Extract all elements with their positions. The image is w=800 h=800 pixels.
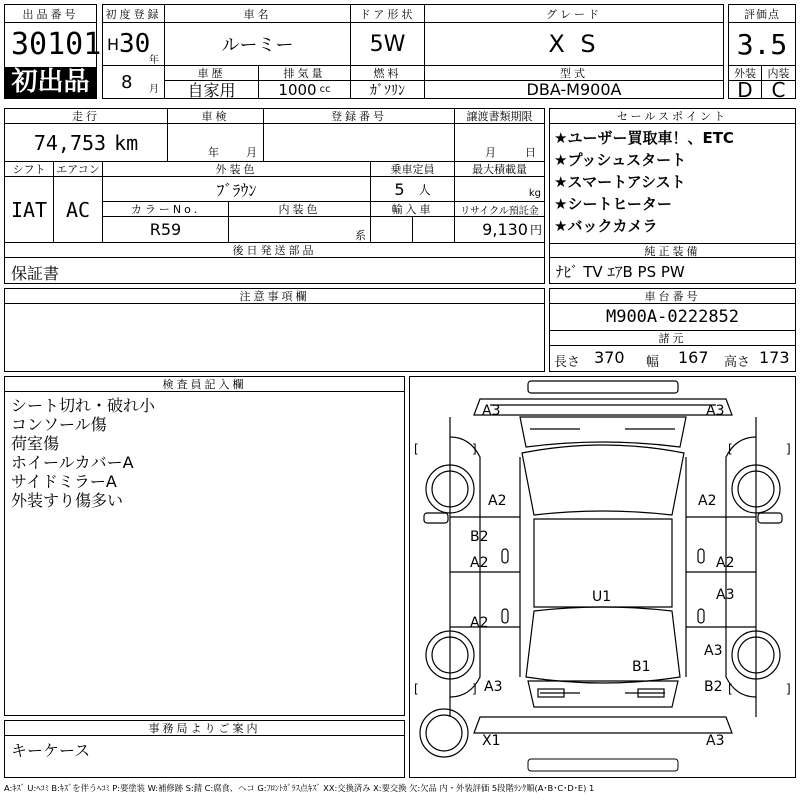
recycle-unit: 円 (529, 223, 542, 237)
reg-no-label: 登録番号 (264, 109, 455, 124)
inspector-notes (11, 396, 155, 510)
color-no: R59 (103, 217, 229, 243)
equipment-label: 純正装備 (550, 243, 795, 258)
height: 173 (759, 348, 790, 367)
later-shipping-label: 後日発送部品 (5, 243, 544, 258)
inspector-note: 外装すり傷多い (11, 491, 124, 510)
ac: AC (54, 177, 103, 243)
max-load-cell (455, 177, 544, 202)
inspector-note: サイドミラーA (11, 472, 117, 491)
car-name: ルーミー (165, 23, 351, 66)
first-reg-year-cell (103, 23, 165, 66)
length: 370 (594, 348, 625, 367)
displacement: 1000 (278, 81, 317, 98)
door-label: ドア形状 (351, 5, 425, 23)
damage-code: A2 (716, 555, 735, 571)
damage-diagram-box (409, 376, 796, 778)
bracket: ] (786, 442, 791, 456)
grade: X S (425, 23, 723, 66)
damage-code: U1 (592, 589, 612, 605)
damage-code: B2 (470, 529, 489, 545)
history: 自家用 (165, 81, 259, 98)
fuel: ｶﾞｿﾘﾝ (351, 81, 425, 98)
sales-point: ★シートヒーター (554, 195, 672, 213)
sales-points-list (554, 127, 734, 237)
capacity-unit: 人 (418, 182, 431, 197)
height-label: 高さ (724, 355, 751, 370)
transfer-month-unit: 月 (485, 146, 496, 159)
reg-no-value (264, 124, 455, 162)
first-reg-month-cell (103, 66, 165, 98)
bracket: [ (414, 442, 419, 456)
displacement-unit: cc (319, 84, 331, 95)
month-unit: 月 (149, 84, 159, 95)
int-color-cell (229, 217, 371, 243)
caution-box (4, 288, 545, 372)
color-no-label: カラーNo. (103, 202, 229, 217)
sales-point: ★ユーザー買取車！、ETC (554, 129, 734, 147)
width-label: 幅 (646, 355, 660, 370)
later-shipping-value: 保証書 (11, 264, 60, 283)
damage-code: B1 (632, 659, 651, 675)
chassis-box (549, 288, 796, 372)
displacement-label: 排気量 (259, 66, 351, 81)
damage-code: X1 (482, 733, 501, 749)
inspector-label: 検査員記入欄 (5, 377, 404, 392)
inspection-label: 車検 (168, 109, 264, 124)
capacity: 5 (394, 179, 405, 199)
bracket: [ (728, 442, 733, 456)
inspection-year-unit: 年 (208, 146, 219, 159)
shift: IAT (5, 177, 54, 243)
bracket: ] (472, 682, 477, 696)
inspector-note: シート切れ・破れ小 (11, 396, 156, 415)
office-box (4, 720, 405, 778)
displacement-cell (259, 81, 351, 98)
interior-label: 内装 (762, 66, 795, 81)
sales-points-label: セールスポイント (550, 109, 795, 124)
shift-label: シフト (5, 162, 54, 177)
model-label: 型式 (425, 66, 723, 81)
capacity-cell (371, 177, 455, 202)
door-type: 5W (351, 23, 425, 66)
import-label: 輸入車 (371, 202, 455, 217)
office-note: キーケース (11, 741, 91, 760)
sales-point: ★プッシュスタート (554, 151, 687, 169)
first-listing-badge: 初出品 (5, 67, 96, 98)
car-damage-diagram (410, 377, 795, 777)
first-reg-label: 初度登録 (103, 5, 165, 23)
lot-number: 30101 (11, 27, 102, 62)
chassis-number: M900A-0222852 (550, 304, 795, 331)
import-value-left (371, 217, 413, 243)
mileage-cell (5, 124, 168, 162)
damage-code: A3 (482, 403, 501, 419)
damage-code: A3 (716, 587, 735, 603)
dimensions-label: 諸元 (550, 331, 795, 346)
int-color-unit: 系 (355, 228, 366, 242)
bracket: ] (472, 442, 477, 456)
damage-codes (470, 403, 734, 749)
recycle-cell (455, 217, 544, 243)
equipment: ﾅﾋﾞ TV ｴｱB PS PW (556, 263, 685, 281)
transfer-day-unit: 日 (525, 146, 536, 159)
damage-code: B2 (704, 679, 723, 695)
reg-month: 8 (121, 72, 133, 93)
width: 167 (678, 348, 709, 367)
sales-point: ★バックカメラ (554, 217, 658, 235)
interior-grade: C (771, 81, 786, 98)
inspector-note: 荷室傷 (11, 434, 60, 453)
caution-label: 注意事項欄 (5, 289, 544, 304)
chassis-label: 車台番号 (550, 289, 795, 304)
ext-color: ﾌﾞﾗｳﾝ (103, 177, 371, 202)
inspection-month-unit: 月 (246, 146, 257, 159)
fuel-label: 燃料 (351, 66, 425, 81)
score-box (728, 4, 796, 99)
model: DBA-M900A (526, 81, 622, 98)
max-load-label: 最大積載量 (455, 162, 544, 177)
recycle-label: リサイクル預託金 (455, 202, 544, 217)
mileage: 74,753 (33, 130, 107, 155)
import-value-right (413, 217, 455, 243)
damage-code: A3 (704, 643, 723, 659)
info-table (4, 108, 545, 284)
bracket: [ (728, 682, 733, 696)
sales-point: ★スマートアシスト (554, 173, 686, 191)
lot-box (4, 4, 102, 99)
transfer-deadline-cell (455, 124, 544, 162)
int-color-label: 内装色 (229, 202, 371, 217)
year-unit: 年 (149, 55, 159, 66)
max-load-unit: kg (528, 187, 541, 199)
lot-number-label: 出品番号 (5, 5, 96, 23)
damage-code: A2 (470, 615, 489, 631)
reg-year: 30 (119, 29, 151, 59)
capacity-label: 乗車定員 (371, 162, 455, 177)
mileage-label: 走行 (5, 109, 168, 124)
bracket: ] (786, 682, 791, 696)
damage-code: A3 (706, 403, 725, 419)
grade-label: グレード (425, 5, 723, 23)
damage-code: A3 (484, 679, 503, 695)
bracket: [ (414, 682, 419, 696)
transfer-deadline-label: 譲渡書類期限 (455, 109, 544, 124)
damage-code: A2 (470, 555, 489, 571)
damage-legend: A:ｷｽﾞ U:ﾍｺﾐ B:ｷｽﾞを伴うﾍｺﾐ P:要塗装 W:補修跡 S:錆 C:腐食、ヘコ G:ﾌﾛﾝﾄｶﾞﾗｽ点ｷｽﾞ XX:交換済み X:要交換 欠:欠品 内・外装評価 5段階ﾗﾝｸ順(A･B･C･D･E) 1 (4, 783, 595, 793)
damage-code: A3 (706, 733, 725, 749)
history-label: 車歴 (165, 66, 259, 81)
ext-color-label: 外装色 (103, 162, 371, 177)
car-name-label: 車名 (165, 5, 351, 23)
ac-label: エアコン (54, 162, 103, 177)
length-label: 長さ (554, 355, 581, 370)
mileage-unit: km (114, 130, 139, 155)
inspector-note: コンソール傷 (11, 415, 107, 434)
recycle-fee: 9,130 (482, 220, 528, 239)
exterior-grade: D (729, 81, 762, 98)
inspection-cell (168, 124, 264, 162)
vehicle-header-box (102, 4, 724, 99)
sales-box (549, 108, 796, 284)
inspector-note: ホイールカバーA (11, 453, 134, 472)
score-label: 評価点 (729, 5, 795, 23)
damage-code: A2 (488, 493, 507, 509)
office-label: 事務局よりご案内 (5, 721, 404, 736)
damage-code: A2 (698, 493, 717, 509)
inspector-box (4, 376, 405, 716)
exterior-label: 外装 (729, 66, 762, 81)
score: 3.5 (729, 23, 795, 66)
era: H (107, 35, 120, 54)
